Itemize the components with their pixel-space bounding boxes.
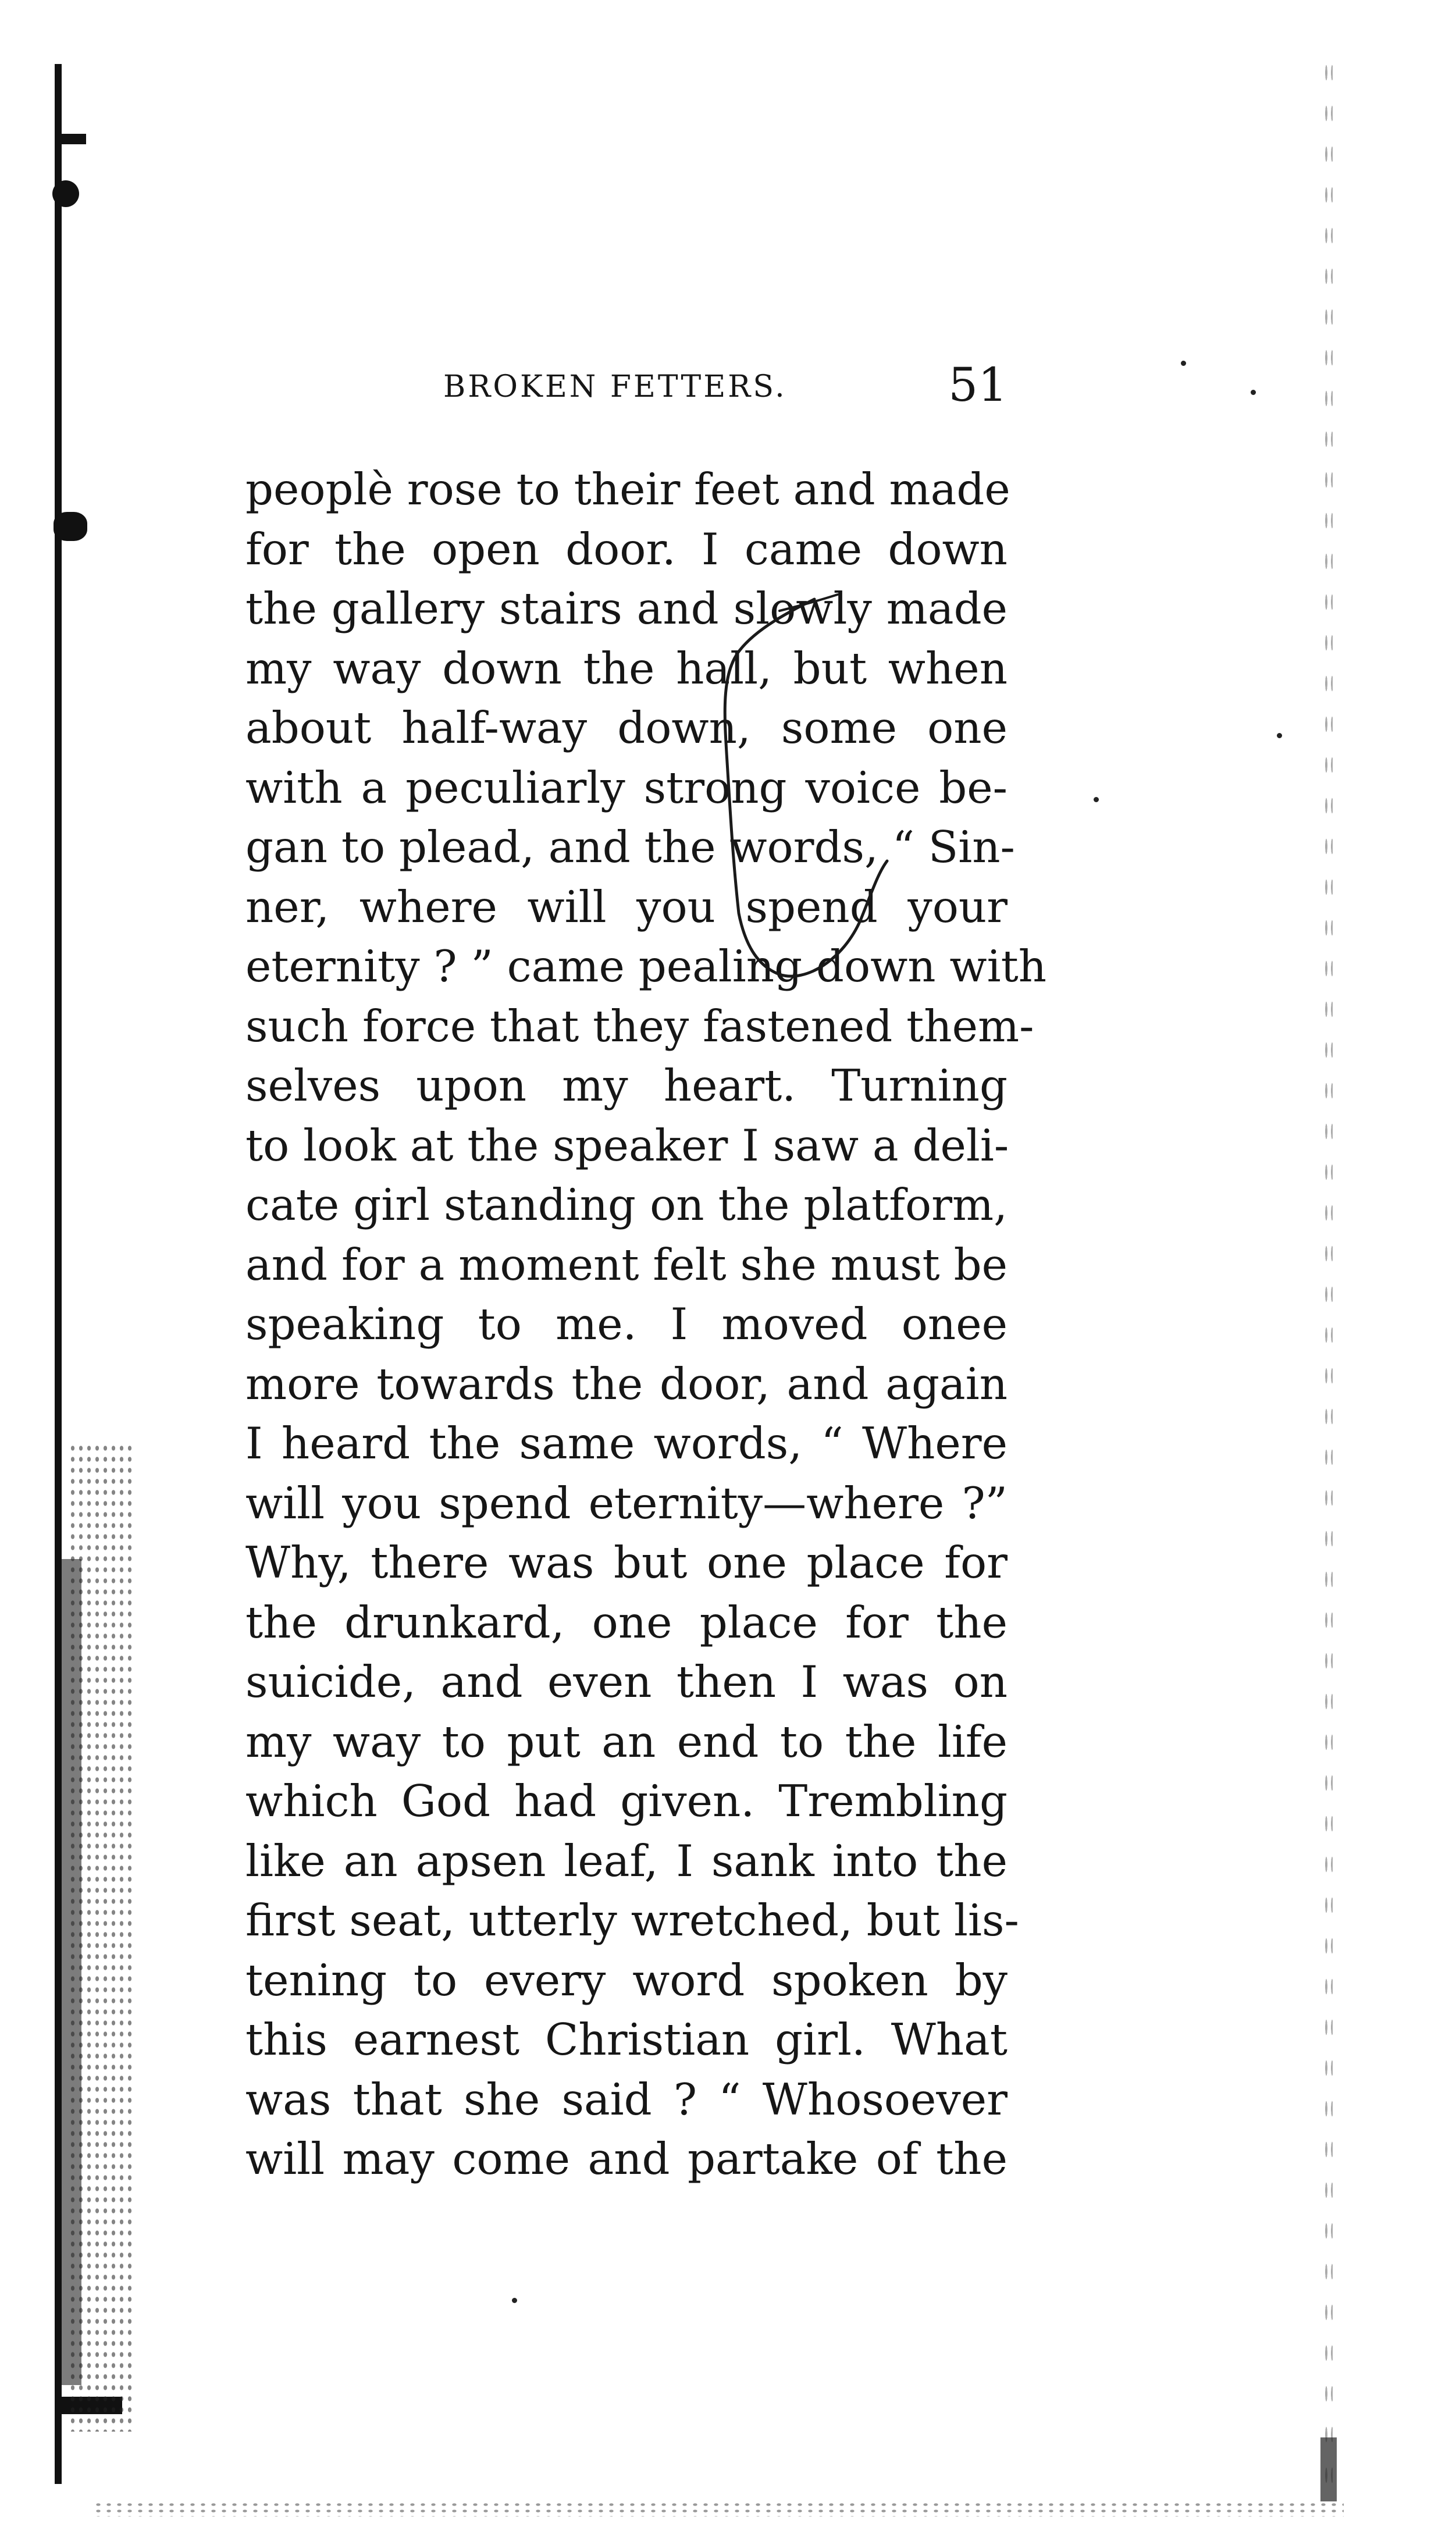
text-line: which God had given. Trembling: [245, 1775, 1008, 1827]
text-line: the drunkard, one place for the: [245, 1596, 1008, 1648]
text-line: will may come and partake of the: [245, 2133, 1008, 2184]
stray-dot: [1251, 390, 1256, 395]
text-line: selves upon my heart. Turning: [245, 1060, 1008, 1111]
body-text: [245, 460, 1047, 2189]
text-line: first seat, utterly wretched, but lis-: [245, 1895, 1019, 1946]
text-line: for the open door. I came down: [245, 523, 1008, 575]
text-line: about half-way down, some one: [245, 702, 1008, 753]
text-line: and for a moment felt she must be: [245, 1238, 1008, 1290]
text-line: peoplè rose to their feet and made: [245, 464, 1010, 515]
text-line: more towards the door, and again: [245, 1358, 1008, 1410]
text-line: Why, there was but one place for: [245, 1537, 1008, 1588]
text-line: I heard the same words, “ Where: [245, 1418, 1008, 1469]
text-line: like an apsen leaf, I sank into the: [245, 1835, 1008, 1887]
text-line: gan to plead, and the words, “ Sin-: [245, 821, 1015, 873]
text-line: cate girl standing on the platform,: [245, 1179, 1008, 1230]
corner-mark: [1320, 2437, 1337, 2501]
text-line: this earnest Christian girl. What: [245, 2014, 1008, 2065]
text-line: suicide, and even then I was on: [245, 1656, 1008, 1707]
running-header: [245, 358, 1008, 422]
text-line: the gallery stairs and slowly made: [245, 583, 1008, 634]
binding-mark: [58, 134, 86, 144]
edge-speckle: [1323, 52, 1333, 2496]
text-line: with a peculiarly strong voice be-: [245, 761, 1008, 813]
text-line: my way down the hall, but when: [245, 642, 1008, 694]
stray-dot: [1094, 797, 1099, 802]
edge-speckle: [93, 2501, 1344, 2517]
stray-dot: [512, 2298, 517, 2303]
binding-edge: [55, 64, 62, 2484]
text-line: will you spend eternity—where ?”: [245, 1477, 1008, 1529]
running-title: BROKEN FETTERS.: [443, 369, 787, 404]
text-line: eternity ? ” came pealing down with: [245, 941, 1047, 992]
binding-mark: [52, 180, 79, 207]
binding-speckle: [69, 1443, 133, 2432]
text-line: such force that they fastened them-: [245, 1000, 1034, 1052]
text-line: my way to put an end to the life: [245, 1716, 1008, 1767]
stray-dot: [1277, 733, 1282, 738]
text-line: to look at the speaker I saw a deli-: [245, 1119, 1009, 1171]
stray-dot: [1181, 361, 1186, 366]
text-line: was that she said ? “ Whosoever: [245, 2073, 1008, 2125]
binding-mark: [54, 512, 87, 541]
text-line: tening to every word spoken by: [245, 1954, 1008, 2006]
page-number: 51: [948, 358, 1008, 412]
text-line: ner, where will you spend your: [245, 881, 1008, 933]
text-line: speaking to me. I moved onee: [245, 1298, 1008, 1350]
